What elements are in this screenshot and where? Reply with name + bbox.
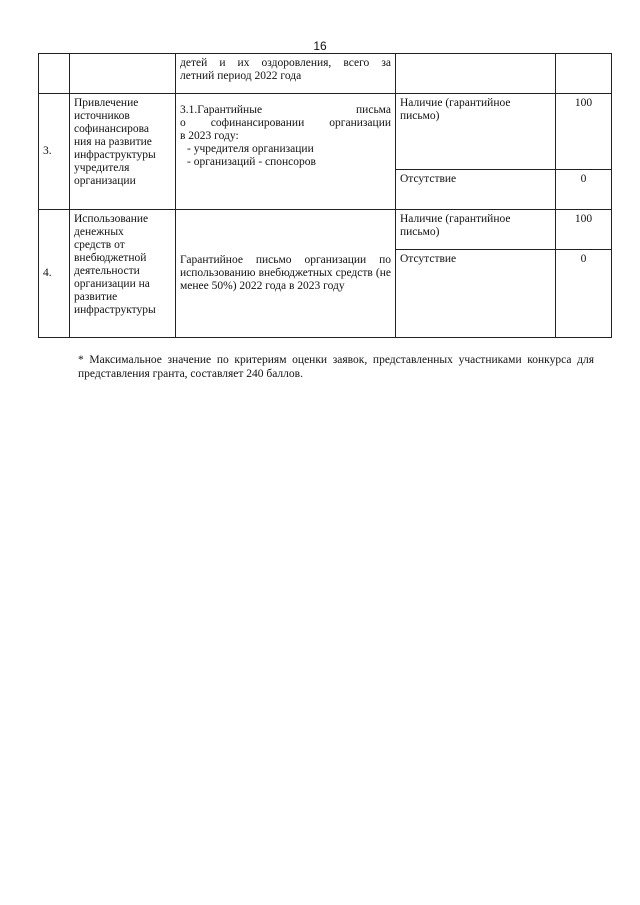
criterion-cell bbox=[70, 54, 176, 94]
row-number: 4. bbox=[39, 210, 70, 338]
option-score: 100 bbox=[556, 210, 612, 250]
option-score: 0 bbox=[556, 170, 612, 210]
description-line: детей и их оздоровления, всего за bbox=[180, 57, 391, 69]
score-cell bbox=[556, 54, 612, 94]
table-row-4 bbox=[39, 210, 612, 250]
footnote: * Максимальное значение по критериям оценки заявок, представленных участниками конкурса для представления гранта, составляет 240 баллов. bbox=[78, 354, 594, 380]
criterion-line: организации bbox=[74, 175, 136, 187]
option-score: 100 bbox=[556, 94, 612, 170]
criterion-line: Использование bbox=[74, 213, 149, 225]
bullet-item: - учредителя организации bbox=[187, 143, 314, 155]
criterion-line: ния на развитие bbox=[74, 136, 152, 148]
table-row-3 bbox=[39, 94, 612, 170]
description-line: 3.1.Гарантийные письма bbox=[180, 104, 391, 116]
criterion-cell bbox=[70, 210, 176, 338]
criterion-line: деятельности bbox=[74, 265, 140, 277]
option-label: Наличие (гарантийное письмо) bbox=[396, 210, 556, 250]
description-line: в 2023 году: bbox=[180, 130, 239, 142]
criterion-line: инфраструктуры bbox=[74, 304, 156, 316]
description-line: о софинансировании организации bbox=[180, 117, 391, 129]
criterion-line: средств от bbox=[74, 239, 125, 251]
table-row-continuation bbox=[39, 54, 612, 94]
description-cell bbox=[176, 54, 396, 94]
criterion-line: Привлечение bbox=[74, 97, 139, 109]
description-line: летний период 2022 года bbox=[180, 70, 302, 82]
criterion-line: источников bbox=[74, 110, 130, 122]
criterion-cell bbox=[70, 94, 176, 210]
criteria-table bbox=[38, 53, 612, 338]
option-label: Наличие (гарантийное письмо) bbox=[396, 94, 556, 170]
criterion-line: развитие bbox=[74, 291, 118, 303]
option-score: 0 bbox=[556, 250, 612, 338]
option-label: Отсутствие bbox=[396, 170, 556, 210]
row-number: 3. bbox=[39, 94, 70, 210]
criterion-line: софинансирова bbox=[74, 123, 150, 135]
criterion-line: учредителя bbox=[74, 162, 130, 174]
criterion-line: внебюджетной bbox=[74, 252, 147, 264]
description-cell: Гарантийное письмо организации по использованию внебюджетных средств (не менее 50%) 2022 года в 2023 году bbox=[176, 210, 396, 338]
criterion-line: организации на bbox=[74, 278, 150, 290]
description-cell bbox=[176, 94, 396, 210]
criterion-line: денежных bbox=[74, 226, 124, 238]
row-number-cell bbox=[39, 54, 70, 94]
option-label: Отсутствие bbox=[396, 250, 556, 338]
option-cell bbox=[396, 54, 556, 94]
page-number: 16 bbox=[313, 39, 327, 53]
criterion-line: инфраструктуры bbox=[74, 149, 156, 161]
bullet-item: - организаций - спонсоров bbox=[187, 156, 316, 168]
